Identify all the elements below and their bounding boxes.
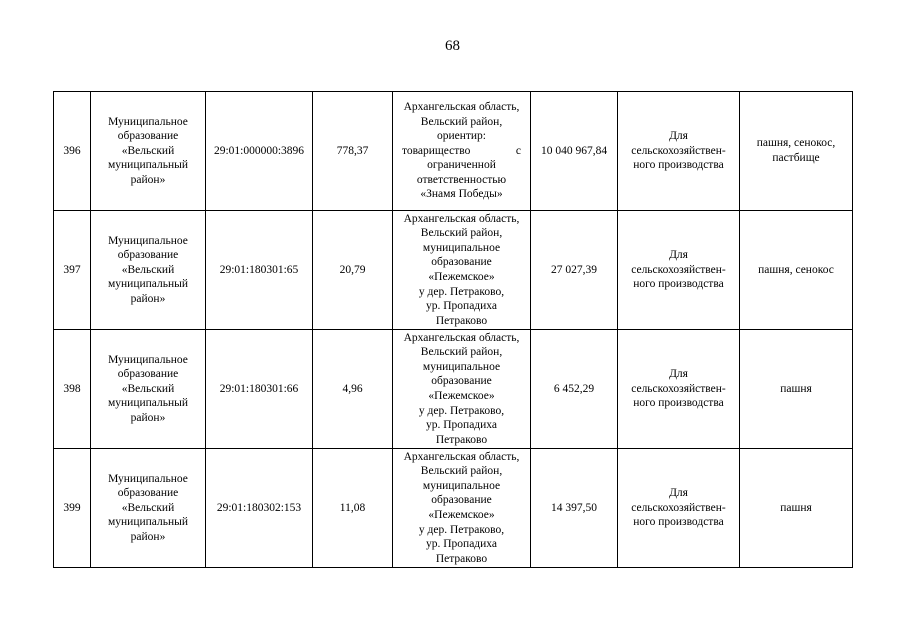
address-line: ур. Пропадиха (425, 300, 498, 313)
address-line: «Пежемское» (428, 509, 495, 521)
address-lines (396, 100, 527, 202)
row-number-cell: 398 (54, 330, 91, 449)
address-line (396, 144, 527, 159)
address-line: образование (431, 256, 492, 269)
address-line: Архангельская область, (403, 331, 520, 344)
address-lines (396, 450, 527, 567)
purpose-cell: Для сельскохозяйствен-ного производства (618, 211, 740, 330)
cadastral-number-cell: 29:01:180301:65 (206, 211, 313, 330)
area-cell: 20,79 (313, 211, 393, 330)
address-line: Вельский район, (420, 346, 503, 359)
address-line: «Пежемское» (428, 390, 495, 402)
address-line: у дер. Петраково, (418, 404, 505, 417)
address-line: ответственностью (416, 173, 507, 186)
address-lines (396, 212, 527, 329)
address-cell (393, 211, 531, 330)
address-word: с (515, 144, 521, 157)
address-line: образование (431, 494, 492, 507)
address-line: Петраково (435, 433, 488, 446)
address-line: Вельский район, (420, 227, 503, 240)
address-line: Петраково (435, 314, 488, 327)
page-number: 68 (445, 38, 460, 54)
address-line: у дер. Петраково, (418, 285, 505, 298)
owner-cell: Муниципальное образование «Вельский муниципальный район» (91, 211, 206, 330)
land-plots-table (53, 91, 853, 568)
table-row (54, 92, 853, 211)
row-number-cell: 397 (54, 211, 91, 330)
owner-cell: Муниципальное образование «Вельский муниципальный район» (91, 330, 206, 449)
purpose-cell: Для сельскохозяйствен-ного производства (618, 92, 740, 211)
area-cell: 778,37 (313, 92, 393, 211)
address-line: ур. Пропадиха (425, 419, 498, 432)
table-row (54, 330, 853, 449)
address-line: Архангельская область, (403, 212, 520, 225)
table-row (54, 449, 853, 568)
row-number-cell: 396 (54, 92, 91, 211)
address-line: муниципальное (422, 241, 501, 254)
address-line: образование (431, 375, 492, 388)
address-line: «Пежемское» (428, 271, 495, 283)
cadastral-number-cell: 29:01:180302:153 (206, 449, 313, 568)
usage-cell: пашня, сенокос (740, 211, 853, 330)
cadastral-value-cell: 14 397,50 (531, 449, 618, 568)
usage-cell: пашня (740, 330, 853, 449)
table-row (54, 211, 853, 330)
owner-cell: Муниципальное образование «Вельский муниципальный район» (91, 92, 206, 211)
address-word: товарищество (402, 144, 471, 157)
cadastral-value-cell: 6 452,29 (531, 330, 618, 449)
address-line: ур. Пропадиха (425, 538, 498, 551)
owner-cell: Муниципальное образование «Вельский муниципальный район» (91, 449, 206, 568)
row-number-cell: 399 (54, 449, 91, 568)
address-line: ориентир: (436, 130, 487, 143)
address-cell (393, 330, 531, 449)
purpose-cell: Для сельскохозяйствен-ного производства (618, 449, 740, 568)
usage-cell: пашня (740, 449, 853, 568)
cadastral-value-cell: 10 040 967,84 (531, 92, 618, 211)
cadastral-value-cell: 27 027,39 (531, 211, 618, 330)
cadastral-number-cell: 29:01:000000:3896 (206, 92, 313, 211)
address-line: муниципальное (422, 479, 501, 492)
address-line: у дер. Петраково, (418, 523, 505, 536)
address-line: Архангельская область, (403, 450, 520, 463)
address-line: «Знамя Победы» (420, 188, 503, 201)
address-cell (393, 449, 531, 568)
area-cell: 11,08 (313, 449, 393, 568)
address-lines (396, 331, 527, 448)
usage-cell: пашня, сенокос, пастбище (740, 92, 853, 211)
address-cell (393, 92, 531, 211)
address-line: Вельский район, (420, 115, 503, 128)
address-line: муниципальное (422, 360, 501, 373)
address-line: Петраково (435, 552, 488, 565)
purpose-cell: Для сельскохозяйствен-ного производства (618, 330, 740, 449)
table-body (54, 92, 853, 568)
address-line: Архангельская область, (403, 100, 520, 113)
address-line: Вельский район, (420, 465, 503, 478)
cadastral-number-cell: 29:01:180301:66 (206, 330, 313, 449)
address-line: ограниченной (427, 159, 496, 172)
area-cell: 4,96 (313, 330, 393, 449)
